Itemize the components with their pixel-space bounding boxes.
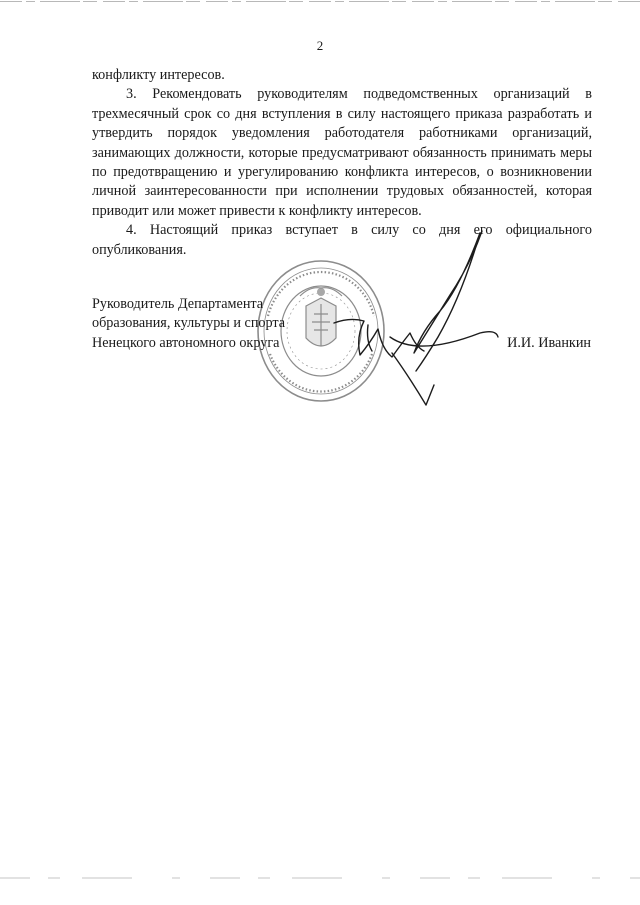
signer-name: И.И. Иванкин [507,335,591,351]
signer-position-line: Руководитель Департамента [92,296,264,312]
scan-edge-bottom [0,874,640,882]
handwritten-signature-icon [330,225,500,410]
scan-edge-top [0,0,640,6]
signer-position-line: Ненецкого автономного округа [92,334,280,351]
continuation-text: конфликту интересов. [92,67,225,83]
paragraph-3: 3. Рекомендовать руководителям подведомственных организаций в трехмесячный срок со дня вступления в силу настоящего приказа разработать и утвердить порядок уведомления работодателя работниками организаций, занимающих должности, которые предусматривают обязанность принимать меры по предотвращению и урегулированию конфликта интересов, о возникновении личной заинтересованности при исполнении трудовых обязанностей, которая приводит или может привести к конфликту интересов. [92,86,592,219]
signer-position-line: образования, культуры и спорта [92,315,286,332]
signer-position [92,295,285,353]
paragraph-4: 4. Настоящий приказ вступает в силу со дня его официального опубликования. [92,222,592,258]
page-number: 2 [316,38,324,53]
